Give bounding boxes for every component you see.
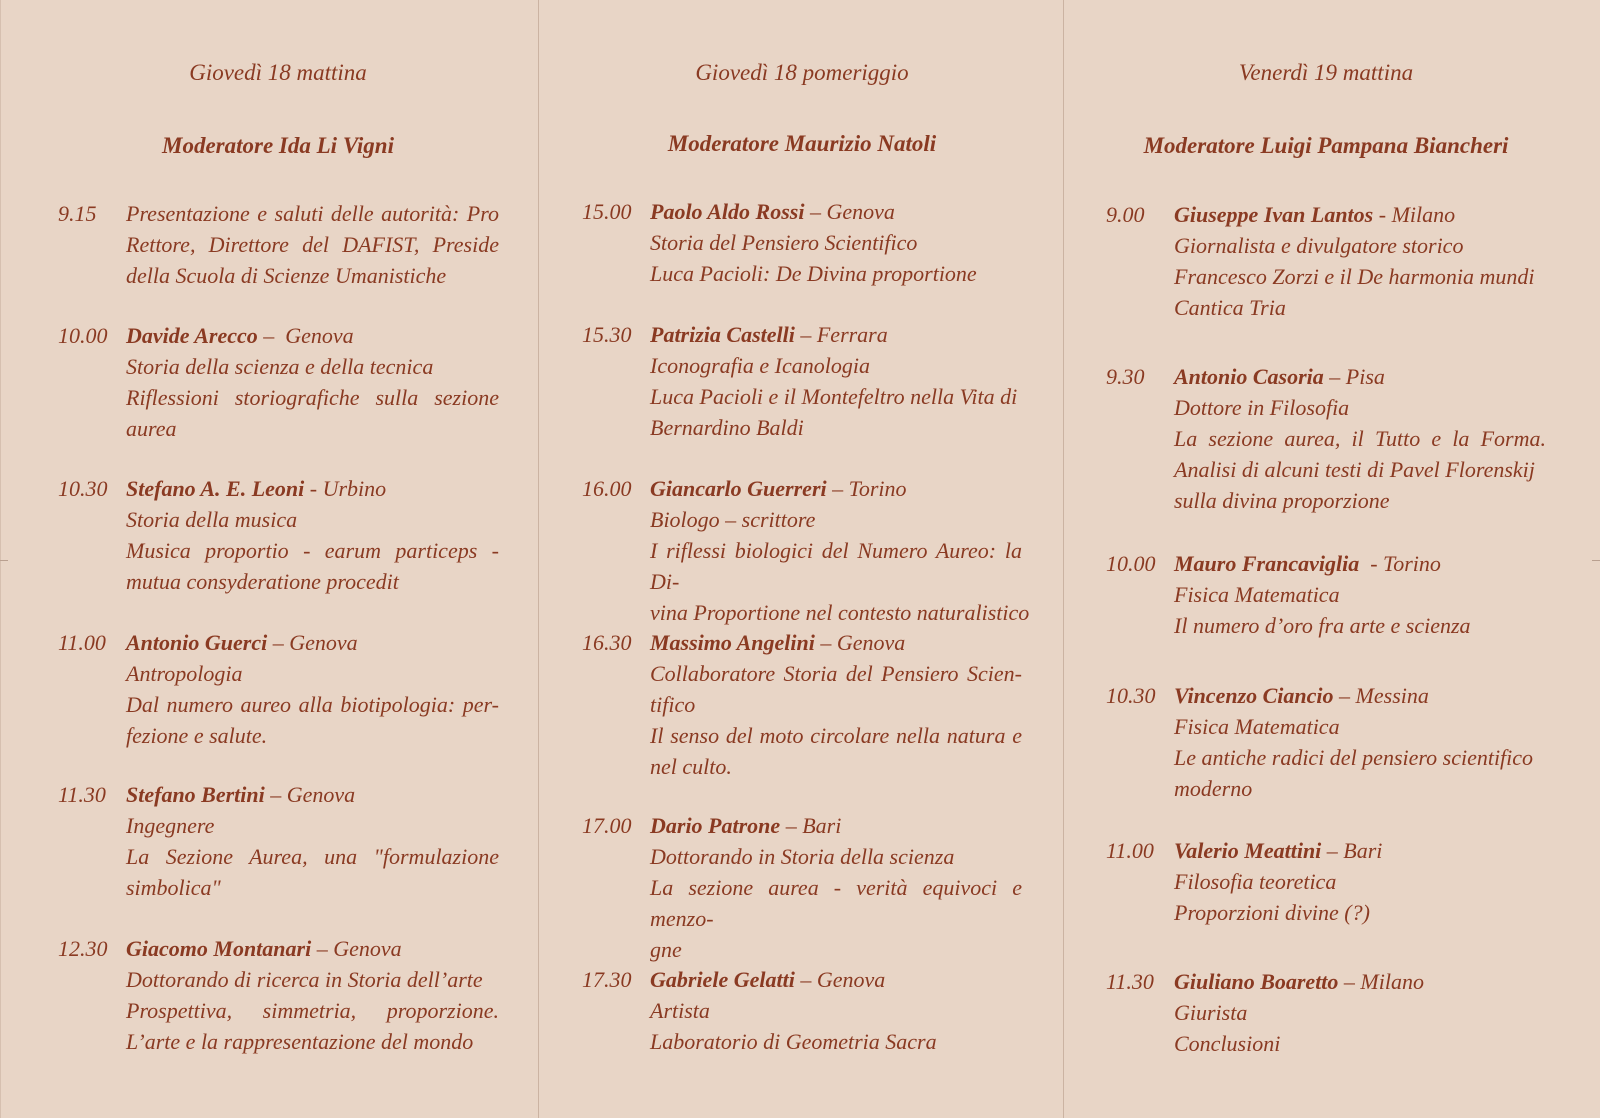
speaker-city: Genova bbox=[286, 782, 356, 807]
talk-text-line: Il senso del moto circolare nella natura e bbox=[650, 723, 1022, 748]
talk-text-line: Fisica Matematica bbox=[1174, 714, 1340, 739]
talk-time: 16.30 bbox=[582, 630, 632, 655]
speaker-city: Bari bbox=[802, 813, 842, 838]
talk-text-line: Ingegnere bbox=[126, 813, 215, 838]
talk-time: 16.00 bbox=[582, 476, 632, 501]
fold-line-left bbox=[538, 0, 539, 1118]
talk-text-line: La sezione aurea, il Tutto e la Forma. bbox=[1174, 426, 1546, 451]
speaker-name: Davide Arecco bbox=[126, 323, 258, 348]
speaker-separator: – bbox=[1321, 838, 1344, 863]
speaker-city: Messina bbox=[1355, 683, 1429, 708]
talk-text-line: Luca Pacioli e il Montefeltro nella Vita di bbox=[650, 384, 1018, 409]
talk-text-line: moderno bbox=[1174, 776, 1253, 801]
session-column-thursday-afternoon bbox=[582, 0, 1030, 1118]
talk-details bbox=[1174, 361, 1546, 516]
speaker-line bbox=[650, 473, 1022, 504]
talk-details bbox=[126, 198, 499, 291]
talk-text-line: Artista bbox=[650, 998, 710, 1023]
talk-text-line: Giornalista e divulgatore storico bbox=[1174, 233, 1464, 258]
talk-details bbox=[126, 933, 499, 1057]
talk-text-line: Luca Pacioli: De Divina proportione bbox=[650, 261, 977, 286]
speaker-line bbox=[650, 810, 1022, 841]
speaker-separator: - bbox=[304, 476, 323, 501]
talk-text-line: Laboratorio di Geometria Sacra bbox=[650, 1029, 937, 1054]
talk-details bbox=[650, 319, 1022, 443]
session-moderator: Moderatore Maurizio Natoli bbox=[667, 131, 937, 156]
talk-text-line: Musica proportio - earum particeps - bbox=[126, 538, 499, 563]
talk-time: 10.00 bbox=[58, 323, 108, 348]
speaker-city: Genova bbox=[826, 199, 895, 224]
talk-text-line: fezione e salute. bbox=[126, 723, 268, 748]
talk-time: 10.30 bbox=[58, 476, 108, 501]
speaker-name: Mauro Francaviglia bbox=[1174, 551, 1360, 576]
talk-time: 9.15 bbox=[58, 201, 97, 226]
talk-text-line: Conclusioni bbox=[1174, 1031, 1281, 1056]
talk-text-line: Cantica Tria bbox=[1174, 295, 1286, 320]
talk-text-line: nel culto. bbox=[650, 754, 732, 779]
talk-text-line: Dal numero aureo alla biotipologia: per- bbox=[126, 692, 499, 717]
talk-text-line: Riflessioni storiografiche sulla sezione bbox=[126, 385, 499, 410]
talk-text-line: Antropologia bbox=[126, 661, 243, 686]
speaker-city: Genova bbox=[285, 323, 354, 348]
speaker-line bbox=[126, 627, 499, 658]
speaker-name: Massimo Angelini bbox=[650, 630, 815, 655]
speaker-separator: – bbox=[794, 322, 817, 347]
talk-time: 17.30 bbox=[582, 967, 632, 992]
talk-time: 11.30 bbox=[58, 782, 106, 807]
talk-details bbox=[1174, 835, 1546, 928]
talk-text-line: sulla divina proporzione bbox=[1174, 488, 1390, 513]
session-moderator: Moderatore Luigi Pampana Biancheri bbox=[1143, 133, 1509, 158]
speaker-name: Dario Patrone bbox=[650, 813, 781, 838]
talk-time: 15.30 bbox=[582, 322, 632, 347]
talk-text-line: Dottorando di ricerca in Storia dell’arte bbox=[126, 967, 483, 992]
talk-details bbox=[1174, 199, 1546, 323]
talk-text-line: vina Proportione nel contesto naturalistico bbox=[650, 600, 1030, 625]
speaker-line bbox=[126, 779, 499, 810]
speaker-line bbox=[1174, 548, 1546, 579]
speaker-city: Torino bbox=[1383, 551, 1441, 576]
talk-text-line: gne bbox=[650, 937, 682, 962]
talk-details bbox=[650, 810, 1022, 965]
talk-text-line: Fisica Matematica bbox=[1174, 582, 1340, 607]
speaker-name: Valerio Meattini bbox=[1174, 838, 1322, 863]
speaker-city: Genova bbox=[333, 936, 402, 961]
fold-mark-left bbox=[0, 560, 8, 561]
talk-time: 17.00 bbox=[582, 813, 632, 838]
speaker-name: Paolo Aldo Rossi bbox=[650, 199, 805, 224]
session-column-thursday-morning bbox=[58, 0, 498, 1118]
speaker-name: Giuseppe Ivan Lantos bbox=[1174, 202, 1374, 227]
talk-text-line: La Sezione Aurea, una "formulazione bbox=[126, 844, 499, 869]
talk-details bbox=[650, 196, 1022, 289]
speaker-separator: – bbox=[826, 476, 849, 501]
speaker-name: Antonio Casoria bbox=[1174, 364, 1324, 389]
speaker-separator: – bbox=[257, 323, 286, 348]
talk-text-line: Presentazione e saluti delle autorità: Pro bbox=[126, 201, 499, 226]
session-day: Giovedì 18 pomeriggio bbox=[695, 60, 909, 85]
talk-time: 10.30 bbox=[1106, 683, 1156, 708]
talk-time: 11.30 bbox=[1106, 969, 1154, 994]
speaker-line bbox=[650, 964, 1022, 995]
speaker-line bbox=[650, 627, 1022, 658]
talk-text-line: Proporzioni divine (?) bbox=[1174, 900, 1370, 925]
speaker-city: Bari bbox=[1343, 838, 1383, 863]
page-edge bbox=[0, 0, 1, 1118]
speaker-separator: – bbox=[780, 813, 803, 838]
talk-text-line: Dottorando in Storia della scienza bbox=[650, 844, 955, 869]
speaker-separator: – bbox=[267, 630, 290, 655]
talk-text-line: Storia della scienza e della tecnica bbox=[126, 354, 434, 379]
speaker-name: Stefano Bertini bbox=[126, 782, 265, 807]
speaker-name: Gabriele Gelatti bbox=[650, 967, 795, 992]
talk-time: 11.00 bbox=[1106, 838, 1154, 863]
talk-text-line: Filosofia teoretica bbox=[1174, 869, 1337, 894]
talk-text-line: Storia della musica bbox=[126, 507, 298, 532]
speaker-city: Genova bbox=[816, 967, 886, 992]
talk-text-line: Prospettiva, simmetria, proporzione. bbox=[126, 998, 499, 1023]
talk-details bbox=[650, 473, 1030, 628]
speaker-line bbox=[650, 196, 1022, 227]
talk-details bbox=[1174, 966, 1546, 1059]
speaker-name: Giacomo Montanari bbox=[126, 936, 312, 961]
talk-text-line: Rettore, Direttore del DAFIST, Preside bbox=[126, 232, 499, 257]
speaker-separator: - bbox=[1373, 202, 1392, 227]
talk-text-line: Il numero d’oro fra arte e scienza bbox=[1174, 613, 1471, 638]
speaker-line bbox=[126, 473, 499, 504]
speaker-city: Urbino bbox=[322, 476, 387, 501]
speaker-line bbox=[1174, 199, 1546, 230]
speaker-city: Torino bbox=[848, 476, 907, 501]
speaker-name: Giuliano Boaretto bbox=[1174, 969, 1339, 994]
talk-text-line: Analisi di alcuni testi di Pavel Florenskij bbox=[1174, 457, 1535, 482]
speaker-line bbox=[1174, 966, 1546, 997]
talk-text-line: Iconografia e Icanologia bbox=[650, 353, 870, 378]
speaker-separator: – bbox=[804, 199, 827, 224]
talk-time: 15.00 bbox=[582, 199, 632, 224]
talk-text-line: Francesco Zorzi e il De harmonia mundi bbox=[1174, 264, 1535, 289]
speaker-name: Stefano A. E. Leoni bbox=[126, 476, 305, 501]
talk-text-line: Bernardino Baldi bbox=[650, 415, 804, 440]
session-column-friday-morning bbox=[1106, 0, 1546, 1118]
talk-text-line: La sezione aurea - verità equivoci e menzo- bbox=[650, 875, 1022, 931]
talk-text-line: aurea bbox=[126, 416, 177, 441]
speaker-separator: – bbox=[264, 782, 287, 807]
session-moderator: Moderatore Ida Li Vigni bbox=[162, 133, 394, 158]
speaker-city: Genova bbox=[289, 630, 358, 655]
talk-details bbox=[126, 627, 499, 751]
speaker-separator: – bbox=[1333, 683, 1356, 708]
talk-time: 9.00 bbox=[1106, 202, 1145, 227]
session-day: Giovedì 18 mattina bbox=[189, 60, 367, 85]
speaker-separator: – bbox=[814, 630, 837, 655]
speaker-line bbox=[1174, 680, 1546, 711]
speaker-name: Vincenzo Ciancio bbox=[1174, 683, 1334, 708]
fold-mark-right bbox=[1592, 560, 1600, 561]
speaker-separator: – bbox=[1338, 969, 1361, 994]
talk-text-line: tifico bbox=[650, 692, 696, 717]
fold-line-right bbox=[1063, 0, 1064, 1118]
session-day: Venerdì 19 mattina bbox=[1238, 60, 1414, 85]
speaker-line bbox=[1174, 361, 1546, 392]
talk-details bbox=[126, 779, 499, 903]
speaker-separator: – bbox=[794, 967, 817, 992]
talk-details bbox=[650, 964, 1022, 1057]
talk-text-line: mutua consyderatione procedit bbox=[126, 569, 399, 594]
talk-details bbox=[126, 473, 499, 597]
speaker-city: Milano bbox=[1391, 202, 1456, 227]
talk-details bbox=[1174, 548, 1546, 641]
talk-text-line: simbolica" bbox=[126, 875, 221, 900]
speaker-line bbox=[1174, 835, 1546, 866]
talk-text-line: Collaboratore Storia del Pensiero Scien- bbox=[650, 661, 1022, 686]
talk-details bbox=[126, 320, 499, 444]
speaker-line bbox=[650, 319, 1022, 350]
speaker-city: Pisa bbox=[1345, 364, 1385, 389]
talk-details bbox=[650, 627, 1022, 782]
talk-text-line: Biologo – scrittore bbox=[650, 507, 816, 532]
speaker-city: Ferrara bbox=[816, 322, 888, 347]
speaker-name: Antonio Guerci bbox=[126, 630, 268, 655]
talk-time: 11.00 bbox=[58, 630, 106, 655]
speaker-line bbox=[126, 320, 499, 351]
speaker-name: Patrizia Castelli bbox=[650, 322, 795, 347]
speaker-separator: – bbox=[311, 936, 334, 961]
talk-text-line: Dottore in Filosofia bbox=[1174, 395, 1350, 420]
speaker-line bbox=[126, 933, 499, 964]
talk-text-line: della Scuola di Scienze Umanistiche bbox=[126, 263, 447, 288]
talk-time: 9.30 bbox=[1106, 364, 1145, 389]
speaker-city: Genova bbox=[836, 630, 906, 655]
speaker-name: Giancarlo Guerreri bbox=[650, 476, 827, 501]
talk-details bbox=[1174, 680, 1546, 804]
talk-time: 10.00 bbox=[1106, 551, 1156, 576]
speaker-separator: - bbox=[1359, 551, 1384, 576]
talk-text-line: Le antiche radici del pensiero scientifico bbox=[1174, 745, 1534, 770]
talk-text-line: L’arte e la rappresentazione del mondo bbox=[126, 1029, 474, 1054]
talk-time: 12.30 bbox=[58, 936, 108, 961]
speaker-city: Milano bbox=[1360, 969, 1424, 994]
speaker-separator: – bbox=[1323, 364, 1346, 389]
talk-text-line: I riflessi biologici del Numero Aureo: la Di- bbox=[650, 538, 1022, 594]
talk-text-line: Giurista bbox=[1174, 1000, 1248, 1025]
talk-text-line: Storia del Pensiero Scientifico bbox=[650, 230, 918, 255]
